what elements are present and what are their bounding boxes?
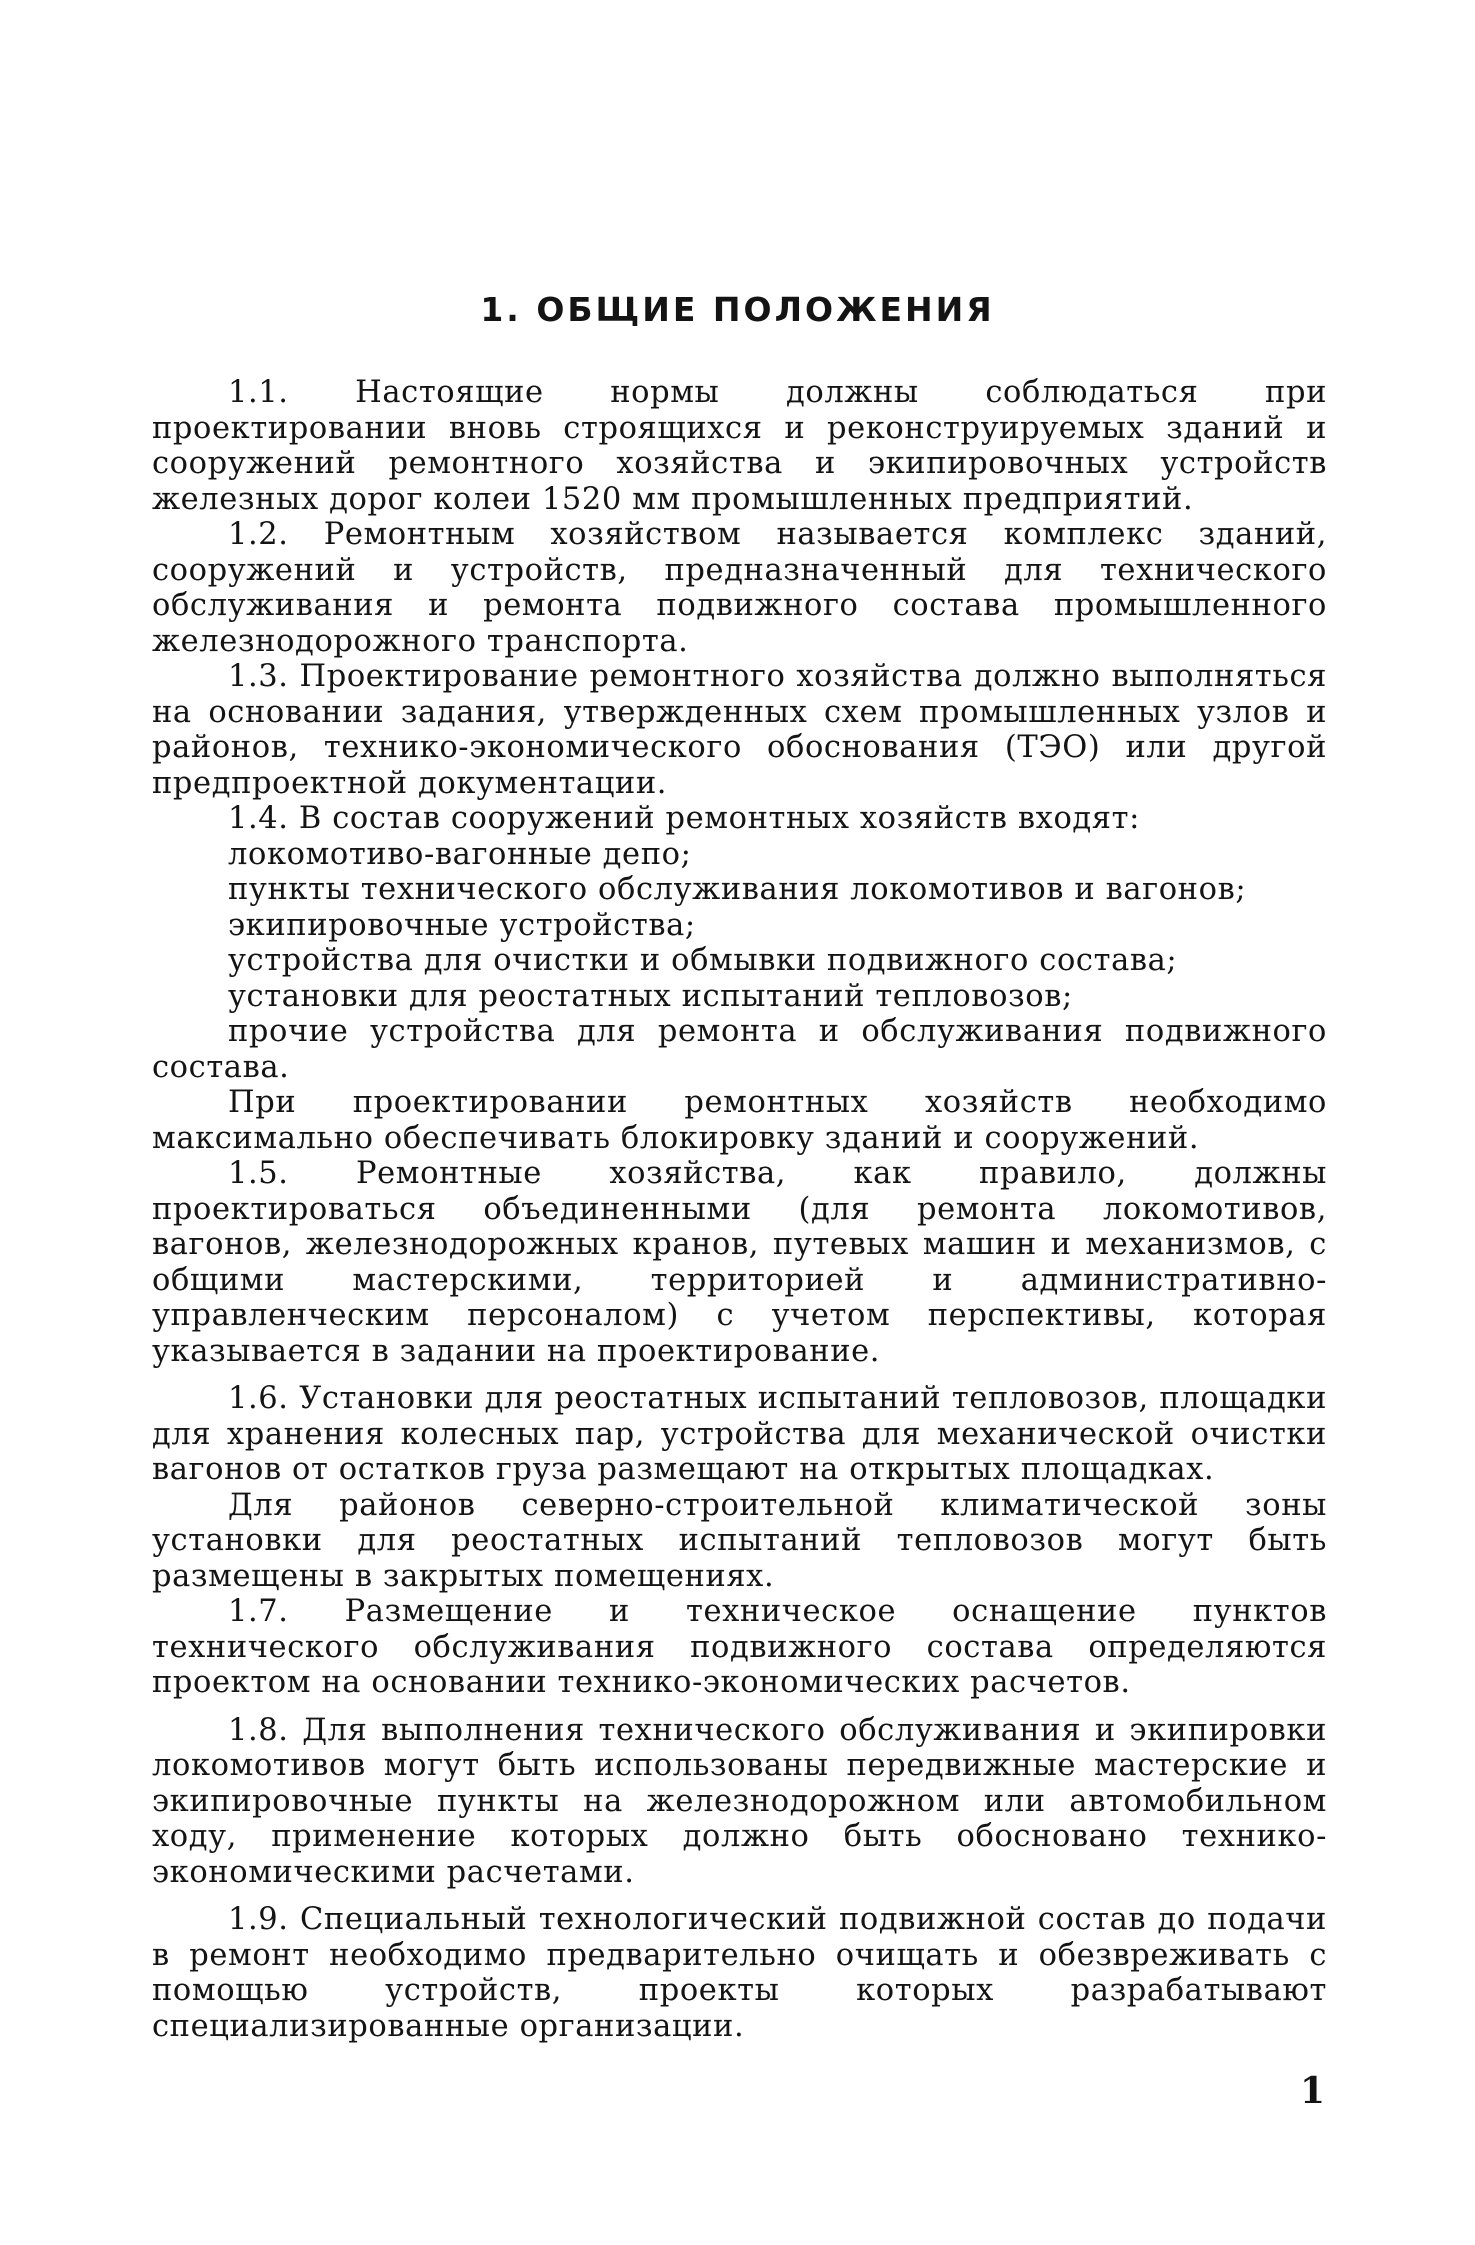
paragraph-1-2: 1.2. Ремонтным хозяйством называется комплекс зданий, сооружений и устройств, предназначенный для технического обслуживания и ремонта подвижного состава промышленного железнодорожного транспорта. (152, 517, 1327, 659)
list-item-other-devices: прочие устройства для ремонта и обслуживания подвижного состава. (152, 1014, 1327, 1085)
paragraph-1-4: 1.4. В состав сооружений ремонтных хозяйств входят: (228, 801, 1140, 836)
list-item-service-points: пункты технического обслуживания локомотивов и вагонов; (228, 872, 1247, 907)
section-heading: 1. ОБЩИЕ ПОЛОЖЕНИЯ (480, 290, 995, 329)
list-item-depot: локомотиво-вагонные депо; (228, 836, 692, 872)
list-item-rheostat-tests: установки для реостатных испытаний тепловозов; (228, 978, 1073, 1014)
list-item-equipment: экипировочные устройства; (228, 907, 696, 943)
paragraph-1-7: 1.7. Размещение и техническое оснащение пунктов технического обслуживания подвижного состава определяются проектом на основании технико-экономических расчетов. (152, 1594, 1327, 1700)
list-item-cleaning: устройства для очистки и обмывки подвижного состава; (228, 943, 1178, 978)
paragraph-blocking: При проектировании ремонтных хозяйств необходимо максимально обеспечивать блокировку зданий и сооружений. (152, 1085, 1327, 1156)
paragraph-1-3: 1.3. Проектирование ремонтного хозяйства должно выполняться на основании задания, утвержденных схем промышленных узлов и районов, технико-экономического обоснования (ТЭО) или другой предпроектной документации. (152, 659, 1327, 801)
paragraph-1-6: 1.6. Установки для реостатных испытаний тепловозов, площадки для хранения колесных пар, устройства для механической очистки вагонов от остатков груза размещают на открытых площадках. (152, 1381, 1327, 1487)
paragraph-1-9: 1.9. Специальный технологический подвижной состав до подачи в ремонт необходимо предварительно очищать и обезвреживать с помощью устройств, проекты которых разрабатывают специализированные организации. (152, 1902, 1327, 2044)
paragraph-northern-zone: Для районов северно-строительной климатической зоны установки для реостатных испытаний тепловозов могут быть размещены в закрытых помещениях. (152, 1487, 1327, 1594)
paragraph-1-1: 1.1. Настоящие нормы должны соблюдаться при проектировании вновь строящихся и реконструируемых зданий и сооружений ремонтного хозяйства и экипировочных устройств железных дорог колеи 1520 мм промышленных предприятий. (152, 375, 1327, 517)
page-number: 1 (1300, 2070, 1326, 2112)
body-text (152, 375, 1327, 2044)
paragraph-1-5: 1.5. Ремонтные хозяйства, как правило, должны проектироваться объединенными (для ремонта локомотивов, вагонов, железнодорожных кранов, путевых машин и механизмов, с общими мастерскими, территорией и административно-управленческим персоналом) с учетом перспективы, которая указывается в задании на проектирование. (152, 1156, 1327, 1369)
paragraph-1-8: 1.8. Для выполнения технического обслуживания и экипировки локомотивов могут быть использованы передвижные мастерские и экипировочные пункты на железнодорожном или автомобильном ходу, применение которых должно быть обосновано технико-экономическими расчетами. (152, 1712, 1327, 1890)
